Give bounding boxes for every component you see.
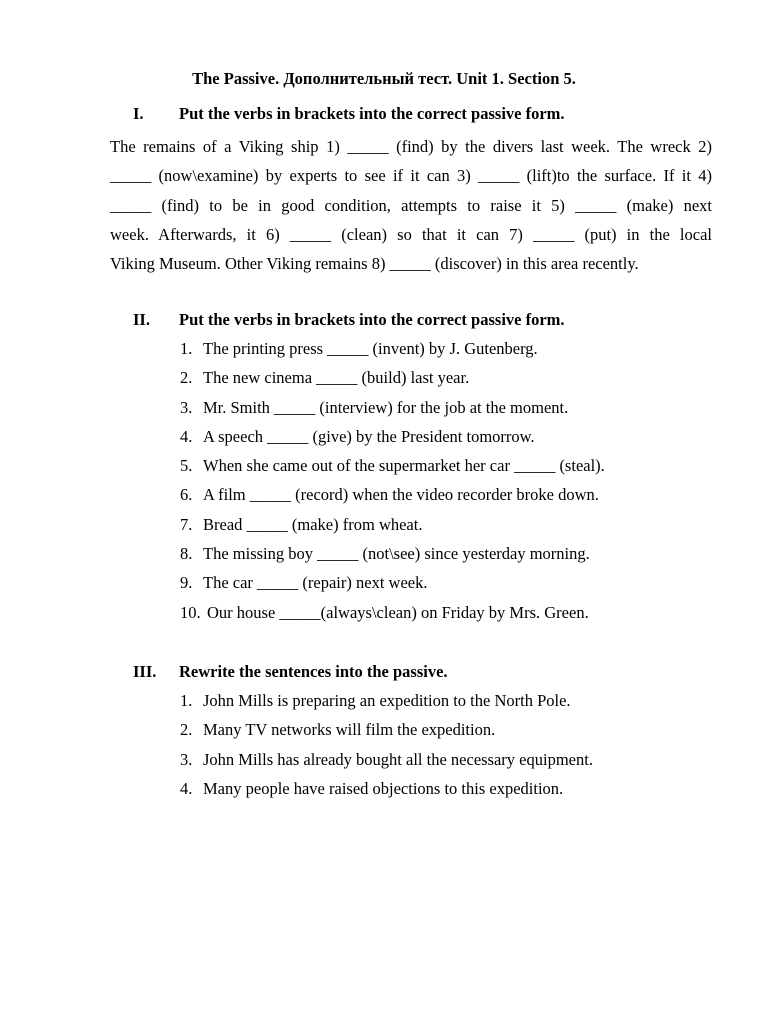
section-2-heading [133, 310, 565, 330]
list-item-number: 8. [180, 544, 193, 564]
list-item-number: 4. [180, 778, 193, 798]
list-item [180, 427, 605, 456]
list-item-number: 1. [180, 339, 193, 358]
paragraph-line: week. Afterwards, it 6) _____ (clean) so that it can 7) _____ (put) in the local [110, 224, 712, 244]
list-item [180, 691, 593, 720]
list-item-number: 10. [180, 602, 201, 622]
section-1-heading [133, 104, 565, 124]
list-item-text: John Mills has already bought all the necessary equipment. [203, 749, 593, 769]
list-item-number: 9. [180, 573, 193, 593]
list-item [180, 779, 593, 808]
list-item-text: John Mills is preparing an expedition to the North Pole. [203, 691, 571, 710]
section-3-heading [133, 662, 448, 682]
list-item-text: Many people have raised objections to this expedition. [203, 778, 564, 798]
section-2-number: II. [133, 310, 150, 329]
list-item-text: A speech _____ (give) by the President tomorrow. [203, 426, 535, 446]
list-item-number: 3. [180, 397, 193, 417]
list-item [180, 368, 605, 397]
list-item-number: 3. [180, 749, 193, 769]
list-item-number: 2. [180, 720, 193, 740]
list-item [180, 485, 605, 514]
paragraph-line: _____ (find) to be in good condition, attempts to raise it 5) _____ (make) next [110, 195, 712, 215]
list-item-number: 6. [180, 485, 193, 505]
list-item [180, 398, 605, 427]
list-item-text: Our house _____(always\clean) on Friday by Mrs. Green. [207, 602, 589, 622]
section-2-list [180, 339, 605, 632]
list-item-number: 1. [180, 691, 193, 710]
list-item [180, 750, 593, 779]
paragraph-line: The remains of a Viking ship 1) _____ (find) by the divers last week. The wreck 2) [110, 137, 712, 156]
section-3-number: III. [133, 662, 157, 681]
list-item-number: 5. [180, 456, 193, 476]
list-item-text: The printing press _____ (invent) by J. Gutenberg. [203, 339, 538, 358]
section-2-title: Put the verbs in brackets into the correct passive form. [179, 310, 565, 329]
section-1-paragraph [110, 132, 712, 278]
section-1-title: Put the verbs in brackets into the correct passive form. [179, 104, 565, 123]
list-item-number: 4. [180, 426, 193, 446]
list-item-text: The missing boy _____ (not\see) since yesterday morning. [203, 544, 590, 564]
list-item [180, 515, 605, 544]
section-3-list [180, 691, 593, 808]
paragraph-line: Viking Museum. Other Viking remains 8) _____ (discover) in this area recently. [110, 254, 639, 274]
paragraph-line: _____ (now\examine) by experts to see if it can 3) _____ (lift)to the surface. If it 4) [110, 166, 712, 186]
section-3-title: Rewrite the sentences into the passive. [179, 662, 448, 681]
list-item-text: Bread _____ (make) from wheat. [203, 514, 423, 534]
list-item-text: Mr. Smith _____ (interview) for the job at the moment. [203, 397, 569, 417]
list-item-text: The car _____ (repair) next week. [203, 573, 428, 593]
list-item [180, 573, 605, 602]
list-item [180, 603, 605, 632]
list-item [180, 544, 605, 573]
page-title: The Passive. Дополнительный тест. Unit 1. Section 5. [192, 69, 576, 88]
list-item [180, 456, 605, 485]
list-item-number: 2. [180, 368, 193, 388]
section-1-number: I. [133, 104, 144, 123]
list-item-text: The new cinema _____ (build) last year. [203, 368, 470, 388]
list-item-text: A film _____ (record) when the video recorder broke down. [203, 485, 599, 505]
list-item-text: Many TV networks will film the expedition. [203, 720, 496, 740]
list-item [180, 720, 593, 749]
list-item-text: When she came out of the supermarket her car _____ (steal). [203, 456, 605, 476]
list-item-number: 7. [180, 514, 193, 534]
list-item [180, 339, 605, 368]
